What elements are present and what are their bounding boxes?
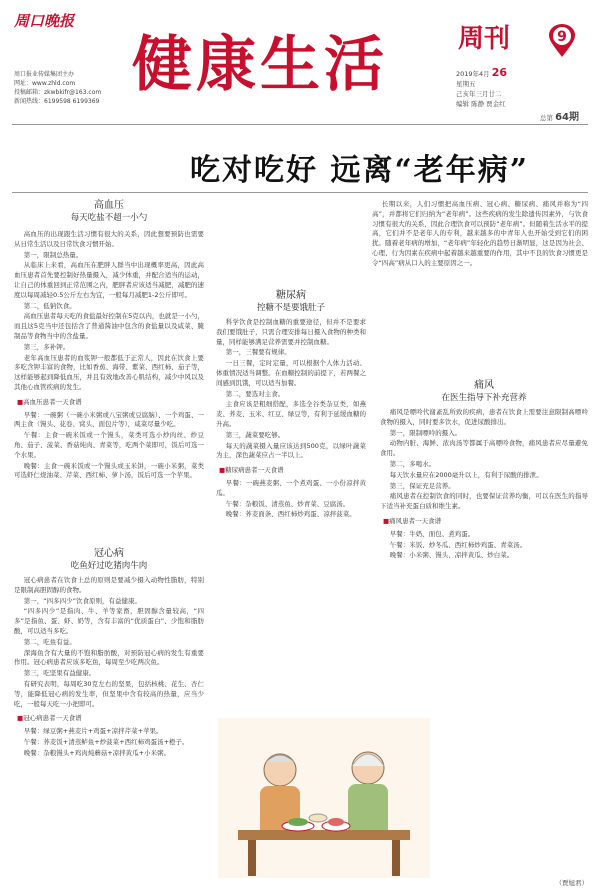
paper-info-line: 网址：www.zhld.com (14, 80, 76, 87)
menu-item: 晚餐：小米粥、馒头、凉拌黄瓜、炒白菜。 (389, 551, 514, 560)
weekday: 星期五 (456, 80, 476, 88)
heart-subtitle: 吃鱼好过吃猪肉牛肉 (70, 561, 148, 571)
diabetes-title: 糖尿病 (276, 290, 306, 301)
paper-info-line: 投稿邮箱：zkwbkifr@163.com (14, 89, 102, 96)
byline: （贾旭君） (555, 879, 588, 887)
article-paragraph: 一日三餐，定时定量，可以根据个人体力活动、体重情况适当调整。在血糖控制的前提下，若两餐之间感到饥饿，可以适当加餐。 (216, 359, 366, 387)
paper-logo: 周口晚报 (14, 12, 75, 30)
menu-item: 早餐：一碗粥（一碗小米粥或八宝粥或豆腐脑）、一个鸡蛋、一两主食（馒头、花卷、窝头、面包片等），咸菜尽量少吃。 (14, 410, 204, 429)
heart-article (14, 548, 204, 760)
article-paragraph: 高血压的出现跟生活习惯有很大的关系，因此想要预防也需要从日常生活以及日常饮食习惯开始。 (14, 230, 204, 248)
paper-info-line: 周口报业传媒集团主办 (14, 71, 75, 78)
article-paragraph: 冠心病患者在饮食上总的原则是要减少摄入动物性脂肪，特别是限制高胆固醇的食物。 (14, 576, 204, 594)
article-paragraph: 深海鱼含有大量的不饱和脂肪酸，对预防冠心病的发生有重要作用。冠心病患者应该多吃鱼，每周至少吃两次鱼。 (14, 648, 204, 667)
lunar-date: 己亥年三月廿二 (456, 90, 502, 98)
article-paragraph: 第三，保证充足营养。 (389, 481, 455, 490)
intro-paragraph: 长期以来，人们习惯把高血压病、冠心病、糖尿病、痛风并称为“四高”，并都将它们归纳为“老年病”。这些疾病的发生除遗传因素外，与饮食习惯有很大的关系，因此合理饮食可以预防“老年病”。但随着生活水平的提高，它们并不是老年人的专利，越来越多的中青年人也开始受到它们的困扰。随着老年病的增加，“老年病”年轻化的趋势日渐明显，这是因为社会、心理、行为因素在疾病中起着越来越重要的作用，其中不良的饮食习惯更是令“四高”病从口入的主要原因之一。 (372, 200, 588, 267)
article-paragraph: 第三，吃坚果有益健康。 (23, 669, 96, 678)
article-paragraph: 高血压患者每天吃的食盐最好控制在5克以内，也就是一小勺，而且这5克当中还包括含了普通酱油中包含的食盐量以及咸菜、腌制品等食物当中的含盐量。 (14, 312, 204, 340)
page-headline: 吃对吃好 远离“老年病” (190, 153, 529, 188)
page-number-badge (548, 24, 576, 58)
issue-label: 总第 (540, 114, 553, 122)
editors-line: 编辑 陈静 贾金红 (456, 100, 506, 108)
date-block (456, 68, 586, 109)
masthead (0, 0, 600, 128)
article-paragraph: 有研究表明，每周吃30克左右的坚果，包括核桃、花生、杏仁等，能降低冠心病的发生率，但坚果中含有较高的热量，应当少吃，一般每天吃一小把即可。 (14, 679, 204, 708)
menu-item: 午餐：主食一碗米饭或一个馒头，菜类可选小炒肉丝、炒豆角、茄子、菠菜、香菇炖肉、青菜等，吃两个菜即可，饭后可选一个水果。 (14, 431, 204, 459)
menu-item: 午餐：杂粮饭、清蒸鱼、炒青菜、豆腐汤。 (225, 499, 350, 508)
menu-item: 晚餐：杂粮馒头+鸡肉炖蘑菇+凉拌黄瓜+小米粥。 (23, 748, 171, 757)
page-number: 9 (557, 29, 567, 45)
hypertension-article (14, 200, 204, 482)
article-paragraph: 主食应该是粗细搭配，多选全谷类杂豆类，如燕麦、荞麦、玉米、红豆、绿豆等，有利于延缓血糖的升高。 (216, 400, 366, 428)
menu-item: 早餐：一碗燕麦粥、一个煮鸡蛋、一小份凉拌黄瓜。 (216, 478, 366, 497)
gout-title: 痛风 (474, 380, 494, 391)
paper-info-line: 新闻热线：6199598 6199369 (14, 98, 100, 105)
issue-number (540, 108, 579, 123)
gout-subtitle: 在医生指导下补充营养 (441, 393, 527, 403)
article-paragraph: 第三，多补钾。 (23, 342, 70, 351)
menu-item: 午餐：荞麦饭+清蒸鲈鱼+炒菠菜+西红柿鸡蛋汤+橙子。 (23, 737, 189, 746)
hypertension-menu-tag: ■ 高血压患者一天食谱 (14, 398, 85, 408)
article-paragraph: 痛风患者在控制饮食的同时，也要保证营养均衡，可以在医生的指导下适当补充蛋白质和维生素。 (380, 492, 588, 511)
section-title: 健康生活 (132, 30, 388, 100)
article-paragraph: 动物内脏、海鲜、浓肉汤等都属于高嘌呤食物，痛风患者应尽量避免食用。 (380, 439, 588, 458)
article-paragraph: “四多四少”是指肉、牛、羊等家畜，胆固醇含量较高，“四多”是指鱼、蛋、虾、奶等，含有丰富的“优质蛋白”、少饱和脂肪酸，可以适当多吃。 (14, 607, 204, 635)
article-paragraph: 第三，蔬菜要吃够。 (225, 430, 285, 439)
gout-article (380, 380, 588, 562)
paper-info (14, 70, 124, 106)
date-line: 2019年4月 (456, 70, 490, 78)
heart-title: 冠心病 (94, 548, 124, 559)
article-paragraph: 第一，三餐要有规律。 (225, 348, 291, 357)
issue-value: 64期 (555, 112, 579, 123)
article-paragraph: 每天饮水量应在2000毫升以上，有利于尿酸的排泄。 (389, 470, 543, 479)
article-paragraph: 第二，吃鱼有益。 (23, 637, 76, 646)
article-paragraph: 痛风是嘌呤代谢紊乱所致的疾病，患者在饮食上需要注意限制高嘌呤食物的摄入，同时要多饮水，促进尿酸排出。 (380, 408, 588, 426)
heart-menu-tag: ■ 冠心病患者一天食谱 (14, 714, 85, 724)
weekly-label: 周刊 (458, 24, 511, 54)
menu-item: 早餐：绿豆粥+燕麦片+鸡蛋+凉拌芹菜+苹果。 (23, 727, 163, 736)
intro-box (372, 200, 588, 270)
hypertension-subtitle: 每天吃盐不超一小勺 (70, 213, 148, 223)
article-paragraph: 第二，要选对主食。 (225, 389, 285, 398)
diabetes-menu-tag: ■ 糖尿病患者一天食谱 (216, 466, 287, 476)
article-paragraph: 第二，多喝水。 (389, 459, 436, 468)
masthead-rule (12, 124, 588, 125)
article-paragraph: 第一，限制总热量。 (23, 250, 83, 259)
article-paragraph: 第一，“四多四少”饮食原则，有益健康。 (23, 596, 141, 605)
date-day: 26 (491, 66, 508, 79)
diabetes-article (216, 290, 366, 521)
elderly-couple-dining-illustration (218, 718, 430, 878)
article-paragraph: 第一，限制嘌呤的摄入。 (389, 428, 462, 437)
article-paragraph: 老年高血压患者的血浆钾一般都低于正常人，因此在饮食上要多吃含钾丰富的食物，比如香蕉、海带、紫菜、西红柿、茄子等，这样能够起到降低血压，并且有效地改善心肌结构，减少中风以及其他心血管疾病的发生。 (14, 353, 204, 391)
diabetes-subtitle: 控糖不是要饿肚子 (256, 303, 325, 313)
menu-item: 早餐：牛奶、面包、煮鸡蛋。 (389, 529, 475, 538)
menu-item: 午餐：米饭、炒冬瓜、西红柿炒鸡蛋、青菜汤。 (389, 540, 527, 549)
article-paragraph: 科学饮食是控制血糖的重要途径，但并不是要求我们要饿肚子，只需合理安排每日摄入食物的种类和量，同样能够满足营养需要并控制血糖。 (216, 318, 366, 346)
headline-rule (12, 192, 588, 193)
menu-item: 晚餐：荞麦面条、西红柿炒鸡蛋、凉拌菠菜。 (225, 510, 356, 519)
article-paragraph: 每天的蔬菜摄入量应该达到500克，以绿叶蔬菜为主，深色蔬菜应占一半以上。 (216, 441, 366, 460)
article-paragraph: 从临床上来看，高血压在肥胖人群当中出现概率更高，因此高血压患者首先要控制好热量摄入，减少体重，并配合适当的运动，让自己的体重回到正常范围之内，肥胖者应该适当减肥，减肥的速度以每周减轻0.5公斤左右为宜，一般每月减肥1-2公斤即可。 (14, 261, 204, 299)
menu-item: 晚餐：主食一碗米饭或一个馒头或玉米饼，一碗小米粥，菜类可选虾仁烧油菜、芹菜、西红柿、萝卜汤，饭后可选一个苹果。 (14, 461, 204, 480)
hypertension-title: 高血压 (94, 200, 124, 211)
gout-menu-tag: ■ 痛风患者一天食谱 (380, 517, 444, 527)
article-paragraph: 第二，低钠饮食。 (23, 301, 76, 310)
